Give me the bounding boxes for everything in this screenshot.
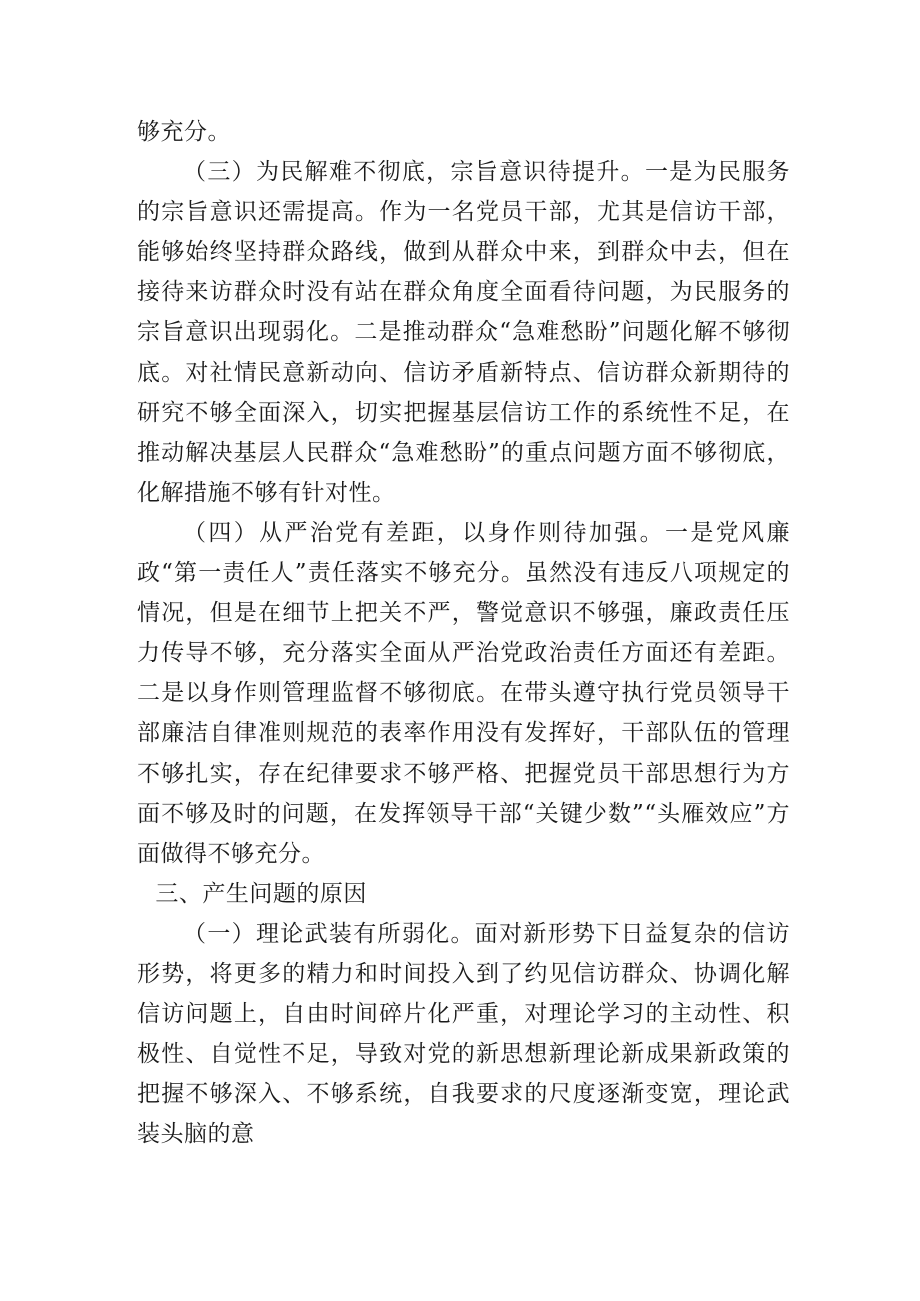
paragraph-continuation: 够充分。	[137, 119, 231, 145]
paragraph-section-four: （四）从严治党有差距，以身作则待加强。一是党风廉政“第一责任人”责任落实不够充分。虽然没有违反八项规定的情况，但是在细节上把关不严，警觉意识不够强，廉政责任压力传导不够，充分落实全面从严治党政治责任方面还有差距。二是以身作则管理监督不够彻底。在带头遵守执行党员领导干部廉洁自律准则规范的表率作用没有发挥好，干部队伍的管理不够扎实，存在纪律要求不够严格、把握党员干部思想行为方面不够及时的问题，在发挥领导干部“关键少数”“头雁效应”方面做得不够充分。	[137, 519, 790, 867]
paragraph-section-three: （三）为民解难不彻底，宗旨意识待提升。一是为民服务的宗旨意识还需提高。作为一名党员干部，尤其是信访干部，能够始终坚持群众路线，做到从群众中来，到群众中去，但在接待来访群众时没有站在群众角度全面看待问题，为民服务的宗旨意识出现弱化。二是推动群众“急难愁盼”问题化解不够彻底。对社情民意新动向、信访矛盾新特点、信访群众新期待的研究不够全面深入，切实把握基层信访工作的系统性不足，在推动解决基层人民群众“急难愁盼”的重点问题方面不够彻底，化解措施不够有针对性。	[137, 159, 790, 506]
section-heading-causes: 三、产生问题的原因	[155, 880, 367, 907]
document-body	[137, 112, 790, 1154]
paragraph-cause-one: （一）理论武装有所弱化。面对新形势下日益复杂的信访形势，将更多的精力和时间投入到了约见信访群众、协调化解信访问题上，自由时间碎片化严重，对理论学习的主动性、积极性、自觉性不足，导致对党的新思想新理论新成果新政策的把握不够深入、不够系统，自我要求的尺度逐渐变宽，理论武装头脑的意	[137, 920, 790, 1148]
